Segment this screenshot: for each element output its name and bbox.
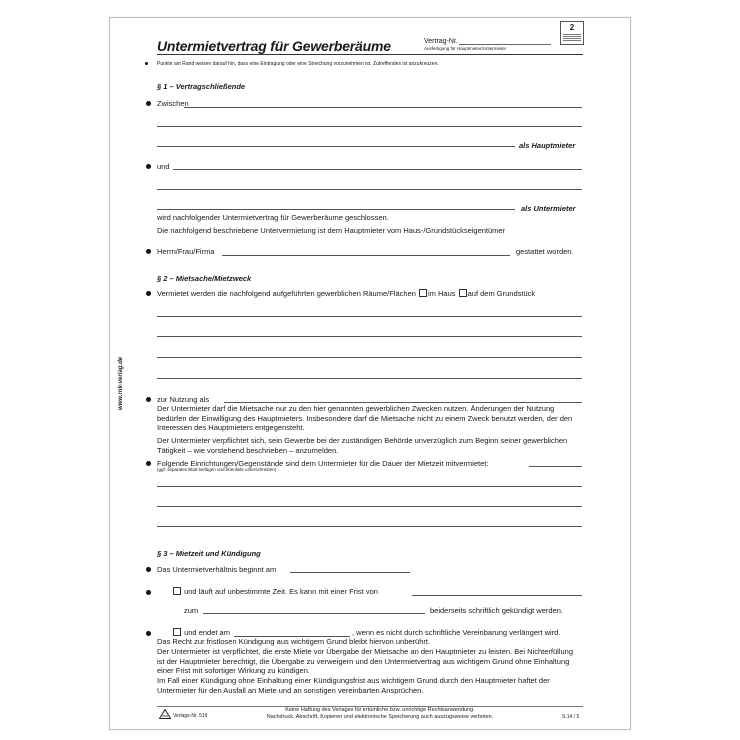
permitted-text: gestattet worden.	[516, 247, 574, 256]
fixed-term-checkbox[interactable]	[173, 628, 181, 636]
both-sides-text: beiderseits schriftlich gekündigt werden.	[430, 606, 563, 615]
publisher-logo-icon	[159, 709, 171, 719]
contract-no-field[interactable]	[459, 44, 551, 45]
and-label: und	[157, 162, 170, 171]
owner-field[interactable]	[222, 255, 510, 256]
indefinite-row: und läuft auf unbestimmte Zeit. Es kann mit einer Frist von	[172, 587, 378, 596]
rooms-line-1[interactable]	[157, 316, 582, 317]
section-2-heading: § 2 – Mietsache/Mietzweck	[157, 274, 252, 283]
notice-period-field[interactable]	[412, 595, 582, 596]
section-1-heading: § 1 – Vertragschließende	[157, 82, 246, 91]
on-property-checkbox[interactable]	[459, 289, 467, 297]
side-url: www.rnk-verlag.de	[118, 356, 124, 410]
copy-label: Ausfertigung für Hauptmieter/Untermieter	[424, 46, 507, 51]
bullet-icon	[146, 164, 151, 169]
to-label: zum	[184, 606, 199, 615]
right-paragraph: Das Recht zur fristlosen Kündigung aus wichtigem Grund bleibt hiervon unberührt.	[157, 637, 431, 646]
unless-text: , wenn es nicht durch schriftliche Vereinbarung verlängert wird.	[352, 628, 561, 637]
begins-label: Das Untermietverhältnis beginnt am	[157, 565, 277, 574]
facilities-note: (ggf. separates Blatt beifügen und ebenfalls unterschreiben)	[157, 467, 277, 472]
bullet-icon	[146, 101, 151, 106]
rooms-line-3[interactable]	[157, 357, 582, 358]
notice-date-field[interactable]	[203, 613, 425, 614]
main-tenant-line-2[interactable]	[157, 126, 582, 127]
indefinite-checkbox[interactable]	[173, 587, 181, 595]
ends-row: und endet am	[172, 628, 230, 637]
bullet-icon	[146, 461, 151, 466]
bullet-icon	[146, 397, 151, 402]
rented-intro-text: Vermietet werden die nachfolgend aufgeführten gewerblichen Räume/Flächen im Haus auf dem Grundstück	[157, 289, 536, 298]
publisher-number: Verlags-Nr. 519	[173, 713, 208, 719]
facilities-line-2[interactable]	[157, 506, 582, 507]
subtenant-line-2[interactable]	[157, 189, 582, 190]
facilities-field[interactable]	[529, 466, 582, 467]
liable-paragraph: Im Fall einer Kündigung ohne Einhaltung einer Kündigungsfrist aus wichtigem Grund durch den Hauptmieter haftet der Untermieter für den Ausfall an Miete und an sonstigen vereinbarten Ansprüchen.	[157, 676, 550, 695]
facilities-line-1[interactable]	[157, 486, 582, 487]
rooms-line-2[interactable]	[157, 336, 582, 337]
permitted-intro-text: Die nachfolgend beschriebene Untervermietung ist dem Hauptmieter vom Haus-/Grundstückseigentümer	[157, 226, 506, 235]
section-3-heading: § 3 – Mietzeit und Kündigung	[157, 549, 261, 558]
rooms-line-4[interactable]	[157, 378, 582, 379]
between-label: Zwischen	[157, 99, 189, 108]
concluded-text: wird nachfolgender Untermietvertrag für Gewerberäume geschlossen.	[157, 213, 389, 222]
main-tenant-line-3[interactable]	[157, 146, 515, 147]
usage-field[interactable]	[224, 402, 582, 403]
rent-paragraph: Der Untermieter ist verpflichtet, die erste Miete vor Übergabe der Mietsache an den Hauptmieter zu leisten. Bei Nichterfüllung ist der Hauptmieter berechtigt, die Übergabe zu verweigern und den Untermietvertrag aus wichtigem Grund ohne Einhaltung einer Frist mit sofortiger Wirkung zu kündigen.	[157, 647, 574, 676]
bullet-icon	[146, 249, 151, 254]
bullet-icon	[146, 590, 151, 595]
main-tenant-line-1[interactable]	[184, 107, 582, 108]
hint-bullet-icon	[145, 62, 148, 65]
subtenant-line-1[interactable]	[173, 169, 582, 170]
facilities-label: Folgende Einrichtungen/Gegenstände sind dem Untermieter für die Dauer der Mietzeit mitvermietet:	[157, 459, 489, 468]
copy-number-badge: 2	[560, 21, 584, 45]
hint-text: Punkte am Rand weisen darauf hin, dass eine Eintragung oder eine Streichung vorzunehmen ist. Zutreffendes ist anzukreuzen.	[157, 61, 439, 67]
usage-paragraph: Der Untermieter darf die Mietsache nur zu den hier genannten gewerblichen Zwecken nutzen. Änderungen der Nutzung bedürfen der Einwilligung des Hauptmieters. Insbesondere darf die Mietsache nicht zu einem Zweck benutzt werden, der den Interessen des Hauptmieters entgegensteht.	[157, 404, 573, 433]
person-label: Herrn/Frau/Firma	[157, 247, 215, 256]
form-page	[109, 17, 631, 730]
contract-no-label: Vertrag-Nr.	[424, 38, 458, 45]
title-rule	[157, 54, 583, 55]
as-main-tenant-label: als Hauptmieter	[519, 141, 576, 150]
facilities-line-3[interactable]	[157, 526, 582, 527]
footer-notes: Keine Haftung des Verlages für irrtümliche bzw. unrichtige Rechtsanwendung. Nachdruck, Abschrift, Kopieren und elektronische Speicherung auch auszugsweise verboten.	[266, 707, 494, 720]
as-subtenant-label: als Untermieter	[521, 204, 576, 213]
bullet-icon	[146, 567, 151, 572]
subtenant-line-3[interactable]	[157, 209, 515, 210]
register-paragraph: Der Untermieter verpflichtet sich, sein Gewerbe bei der zuständigen Behörde unverzüglich zum Beginn seiner gewerblichen Tätigkeit – wie vorstehend beschrieben – anzumelden.	[157, 436, 568, 455]
bullet-icon	[146, 631, 151, 636]
usage-label: zur Nutzung als	[157, 395, 210, 404]
bullet-icon	[146, 291, 151, 296]
page-title: Untermietvertrag für Gewerberäume	[157, 38, 391, 54]
page-number: S.14 / 5	[562, 714, 580, 720]
start-date-field[interactable]	[290, 572, 410, 573]
in-house-checkbox[interactable]	[419, 289, 427, 297]
